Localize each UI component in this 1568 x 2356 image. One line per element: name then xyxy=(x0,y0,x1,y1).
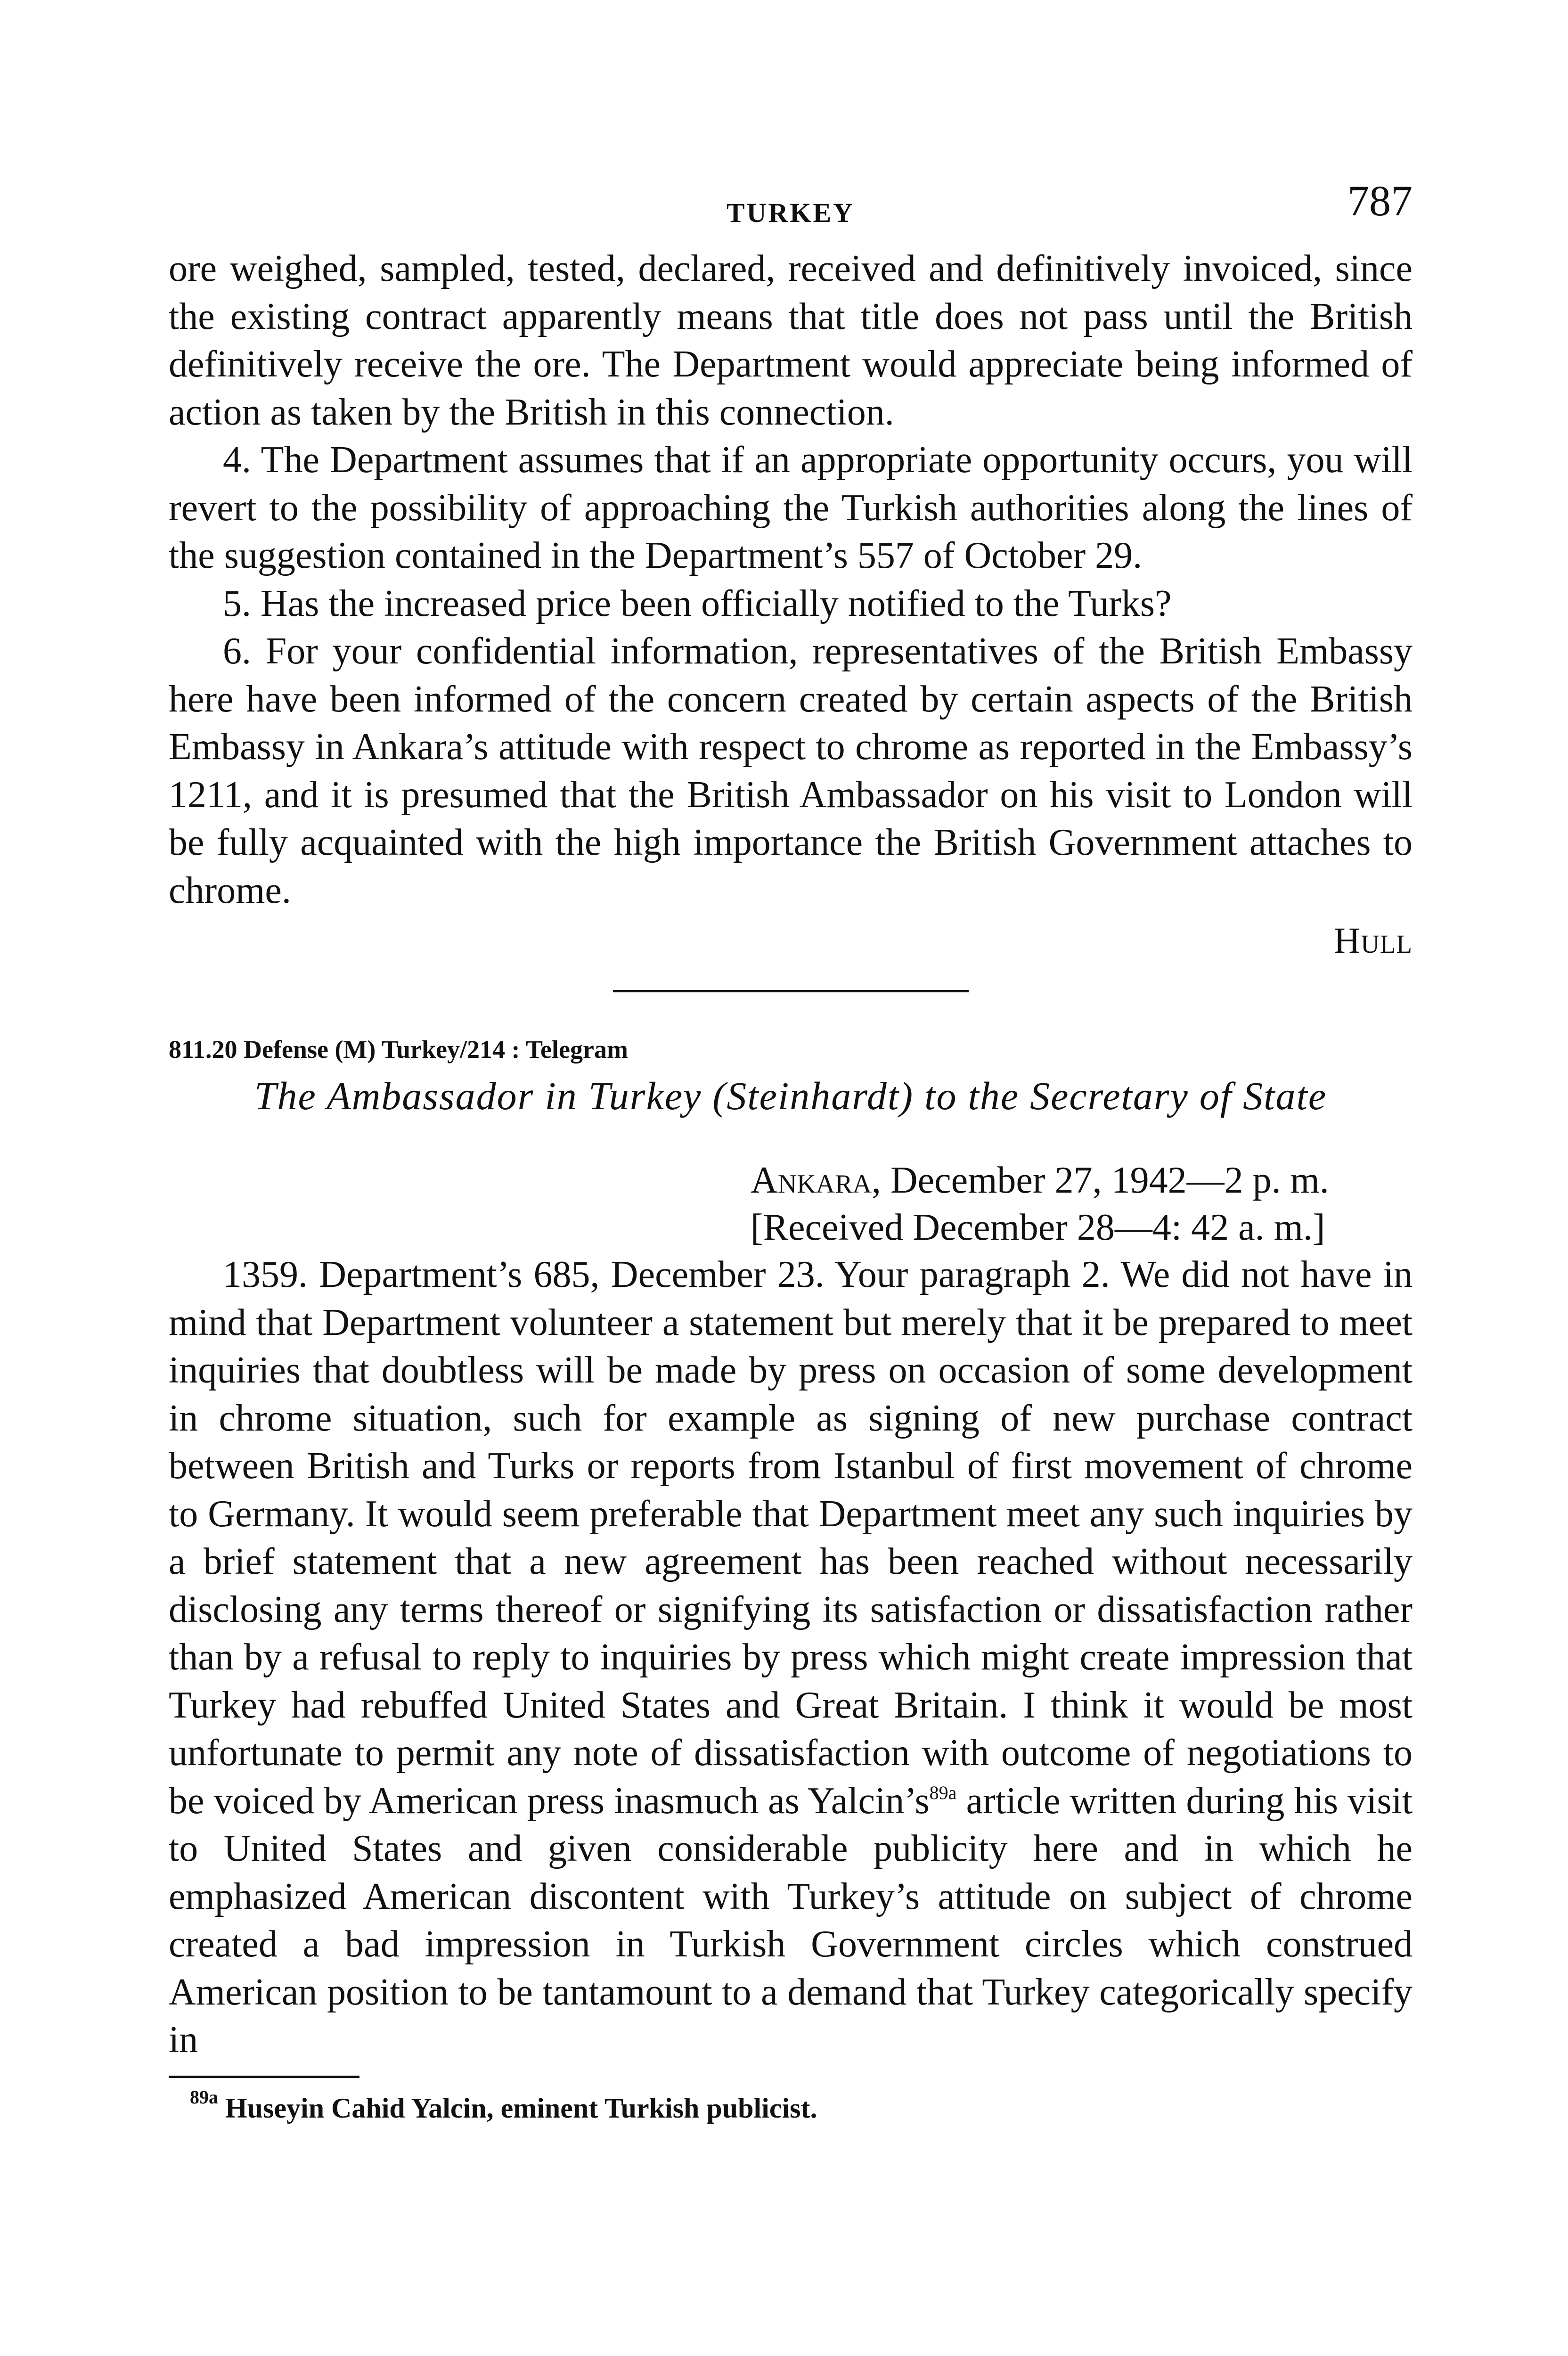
signature: Hull xyxy=(1333,920,1413,961)
footnote xyxy=(190,2086,1413,2125)
dateline-received: [Received December 28—4: 42 a. m.] xyxy=(751,1207,1325,1248)
carryover-paragraph: ore weighed, sampled, tested, declared, received and definitively invoiced, since the existing contract apparently means that title does not pass until the British definitively receive the ore. The Department would appreciate being informed of action as taken by the British in this connection. xyxy=(169,248,1413,433)
paragraph-6: 6. For your confidential information, representatives of the British Embassy here have been informed of the concern created by certain aspects of the British Embassy in Ankara’s attitude with respect to chrome as reported in the Embassy’s 1211, and it is presumed that the British Ambassador on his visit to London will be fully acquainted with the high importance the British Government attaches to chrome. xyxy=(169,630,1413,911)
paragraph-4: 4. The Department assumes that if an appropriate opportunity occurs, you will revert to the possibility of approaching the Turkish authorities along the lines of the suggestion contained in the Department’s 557 of October 29. xyxy=(169,439,1413,576)
section-divider xyxy=(613,990,969,992)
page-number: 787 xyxy=(1348,177,1413,225)
document-page xyxy=(169,179,1413,2125)
telegram-body xyxy=(169,1251,1413,2064)
telegram-body-part2: article written during his visit to United States and given considerable publicity here and in which he emphasized American discontent with Turkey’s attitude on subject of chrome created a bad impression in Turkish Government circles which construed American position to be tantamount to a demand that Turkey categorically specify in xyxy=(169,1780,1413,2061)
dateline-sent xyxy=(751,1157,1413,1204)
footnote-reference: 89a xyxy=(929,1782,957,1803)
running-head xyxy=(169,179,1413,245)
footnote-marker: 89a xyxy=(190,2086,218,2108)
document-title: The Ambassador in Turkey (Steinhardt) to the Secretary of State xyxy=(254,1074,1327,1118)
dateline xyxy=(751,1157,1413,1251)
paragraph-5: 5. Has the increased price been officially notified to the Turks? xyxy=(223,582,1172,624)
dateline-sent-date: , December 27, 1942—2 p. m. xyxy=(871,1160,1329,1201)
telegram-body-part1: 1359. Department’s 685, December 23. Your paragraph 2. We did not have in mind that Department volunteer a statement but merely that it be prepared to meet inquiries that doubtless will be made by press on occasion of some development in chrome situation, such for example as signing of new purchase contract between British and Turks or reports from Istanbul of first movement of chrome to Germany. It would seem preferable that Department meet any such inquiries by a brief statement that a new agreement has been reached without necessarily disclosing any terms thereof or signifying its satisfaction or dissatisfaction rather than by a refusal to reply to inquiries by press which might create impression that Turkey had rebuffed United States and Great Britain. I think it would be most unfortunate to permit any note of dissatisfaction with outcome of negotiations to be voiced by American press inasmuch as Yalcin’s xyxy=(169,1254,1413,1822)
file-reference: 811.20 Defense (M) Turkey/214 : Telegram xyxy=(169,1035,628,1063)
footnote-divider xyxy=(169,2076,359,2078)
footnote-text: Huseyin Cahid Yalcin, eminent Turkish publicist. xyxy=(218,2092,817,2124)
running-title: TURKEY xyxy=(726,197,855,228)
dateline-place: Ankara xyxy=(751,1160,872,1201)
